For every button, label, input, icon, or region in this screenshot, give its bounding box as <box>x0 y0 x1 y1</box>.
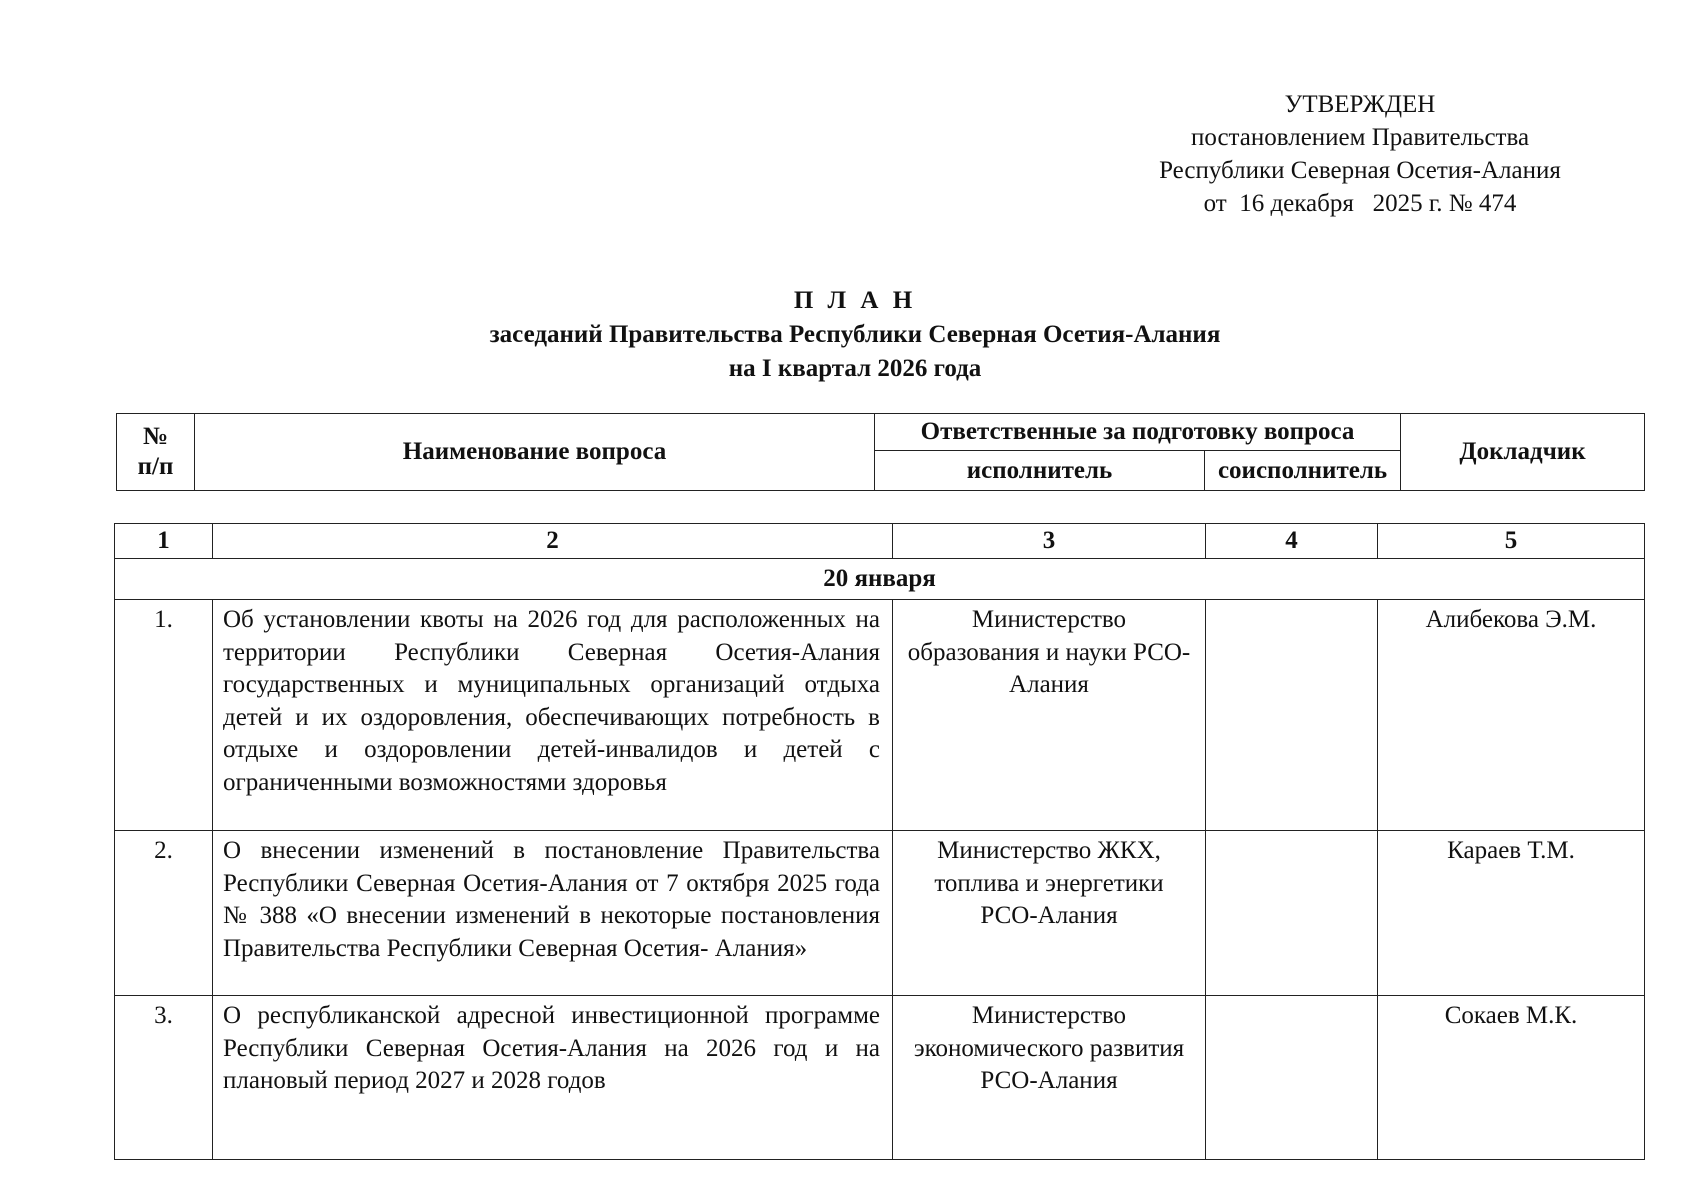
row-speaker: Алибекова Э.М. <box>1378 600 1645 831</box>
header-coexecutor: соисполнитель <box>1205 451 1401 491</box>
row-coexecutor <box>1206 996 1378 1160</box>
header-responsible: Ответственные за подготовку вопроса <box>875 414 1401 451</box>
approval-by: постановлением Правительства <box>1190 124 1530 151</box>
header-speaker: Докладчик <box>1401 414 1645 491</box>
row-number: 3. <box>115 996 213 1160</box>
column-number: 1 <box>115 524 213 559</box>
header-executor: исполнитель <box>875 451 1205 491</box>
column-number: 3 <box>893 524 1206 559</box>
plan-table <box>114 523 1645 1160</box>
header-num-pp: п/п <box>137 453 174 480</box>
document-title <box>240 284 1470 386</box>
header-name: Наименование вопроса <box>195 414 875 491</box>
row-coexecutor <box>1206 600 1378 831</box>
table-row <box>115 831 1645 996</box>
row-question: Об установлении квоты на 2026 год для расположенных на территории Республики Северная Осетия-Алания государственных и муниципальных организаций отдыха детей и их оздоровления, обеспечивающих потребность в отдыхе и оздоровлении детей-инвалидов и детей с ограниченными возможностями здоровья <box>213 600 893 831</box>
row-executor: Министерство образования и науки РСО-Алания <box>893 600 1206 831</box>
date-section: 20 января <box>115 559 1645 600</box>
approval-date-number: от 16 декабря 2025 г. № 474 <box>1203 190 1517 217</box>
row-speaker: Караев Т.М. <box>1378 831 1645 996</box>
row-number: 2. <box>115 831 213 996</box>
approval-stamp <box>1100 88 1620 220</box>
table-row <box>115 996 1645 1160</box>
header-num <box>117 414 195 491</box>
header-table <box>116 413 1645 491</box>
column-number: 5 <box>1378 524 1645 559</box>
row-number: 1. <box>115 600 213 831</box>
header-num-sign: № <box>142 423 169 450</box>
column-number: 2 <box>213 524 893 559</box>
table-row <box>115 600 1645 831</box>
row-question: О внесении изменений в постановление Правительства Республики Северная Осетия-Алания от 7 октября 2025 года № 388 «О внесении изменений в некоторые постановления Правительства Республики Северная Осетия- Алания» <box>213 831 893 996</box>
row-executor: Министерство ЖКХ, топлива и энергетики РСО-Алания <box>893 831 1206 996</box>
row-speaker: Сокаев М.К. <box>1378 996 1645 1160</box>
column-numbers-row <box>115 524 1645 559</box>
row-coexecutor <box>1206 831 1378 996</box>
date-section-row <box>115 559 1645 600</box>
approval-government: Республики Северная Осетия-Алания <box>1159 157 1561 184</box>
title-subject: заседаний Правительства Республики Северная Осетия-Алания <box>489 321 1221 348</box>
title-period: на I квартал 2026 года <box>728 355 982 382</box>
approval-status: УТВЕРЖДЕН <box>1284 91 1436 118</box>
row-question: О республиканской адресной инвестиционной программе Республики Северная Осетия-Алания на 2026 год и на плановый период 2027 и 2028 годов <box>213 996 893 1160</box>
title-plan: П Л А Н <box>793 287 917 314</box>
row-executor: Министерство экономического развития РСО-Алания <box>893 996 1206 1160</box>
column-number: 4 <box>1206 524 1378 559</box>
